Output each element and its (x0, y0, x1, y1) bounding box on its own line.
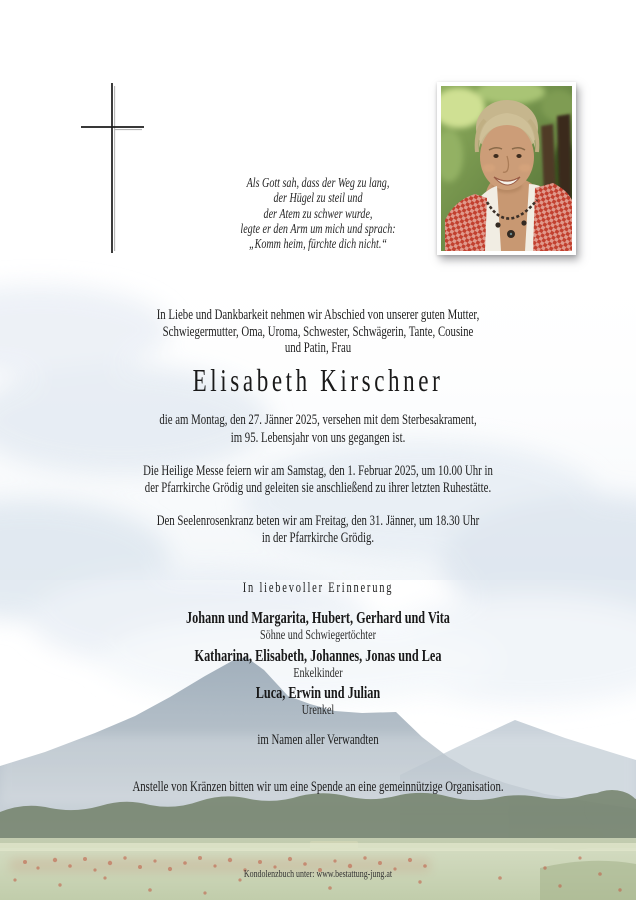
mourner-names: Katharina, Elisabeth, Johannes, Jonas und Lea (194, 646, 442, 665)
rosary-details (89, 513, 547, 547)
verse-line: Als Gott sah, dass der Weg zu lang, (246, 176, 390, 191)
condolence-book-note: Kondolenzbuch unter: www.bestattung-jung.at (243, 868, 393, 880)
closing-line: im Namen aller Verwandten (257, 732, 379, 748)
mass-line: Die Heilige Messe feiern wir am Samstag, den 1. Februar 2025, um 10.00 Uhr in (143, 463, 493, 479)
rosary-line: Den Seelenrosenkranz beten wir am Freitag, den 31. Jänner, um 18.30 Uhr (156, 513, 480, 529)
meadow-corner (540, 861, 636, 900)
mourner-group (89, 684, 547, 718)
funeral-mass-details (89, 463, 547, 497)
intro-line: und Patin, Frau (284, 340, 352, 357)
remembrance-heading: In liebevoller Erinnerung (242, 580, 394, 596)
rosary-line: in der Pfarrkirche Grödig. (261, 530, 375, 546)
mourner-group (89, 609, 547, 643)
verse-line: „Komm heim, fürchte dich nicht.“ (249, 237, 387, 253)
intro-line: In Liebe und Dankbarkeit nehmen wir Abschied von unserer guten Mutter, (156, 307, 480, 323)
verse-line: der Hügel zu steil und (273, 191, 363, 207)
field-strip (0, 843, 636, 851)
announcement-intro (89, 307, 547, 357)
verse-line: legte er den Arm um mich und sprach: (240, 221, 396, 237)
death-details (89, 412, 547, 447)
mourner-group (89, 647, 547, 681)
mourner-names: Luca, Erwin und Julian (255, 683, 381, 702)
mourner-names: Johann und Margarita, Hubert, Gerhard und Vita (186, 608, 450, 627)
mourner-relation: Söhne und Schwiegertöchter (260, 628, 376, 643)
verse-line: der Atem zu schwer wurde, (263, 206, 373, 222)
mourner-relation: Enkelkinder (293, 666, 343, 681)
mass-line: der Pfarrkirche Grödig und geleiten sie anschließend zu ihrer letzten Ruhestätte. (144, 480, 492, 496)
deceased-name: Elisabeth Kirschner (192, 362, 444, 398)
donation-note: Anstelle von Kränzen bitten wir um eine Spende an eine gemeinnützige Organisation. (132, 779, 504, 795)
memorial-verse (89, 176, 547, 252)
mourner-relation: Urenkel (301, 703, 335, 718)
death-line: die am Montag, den 27. Jänner 2025, versehen mit dem Sterbesakrament, (159, 412, 477, 428)
death-line: im 95. Lebensjahr von uns gegangen ist. (230, 429, 406, 446)
intro-line: Schwiegermutter, Oma, Uroma, Schwester, Schwägerin, Tante, Cousine (162, 323, 474, 340)
